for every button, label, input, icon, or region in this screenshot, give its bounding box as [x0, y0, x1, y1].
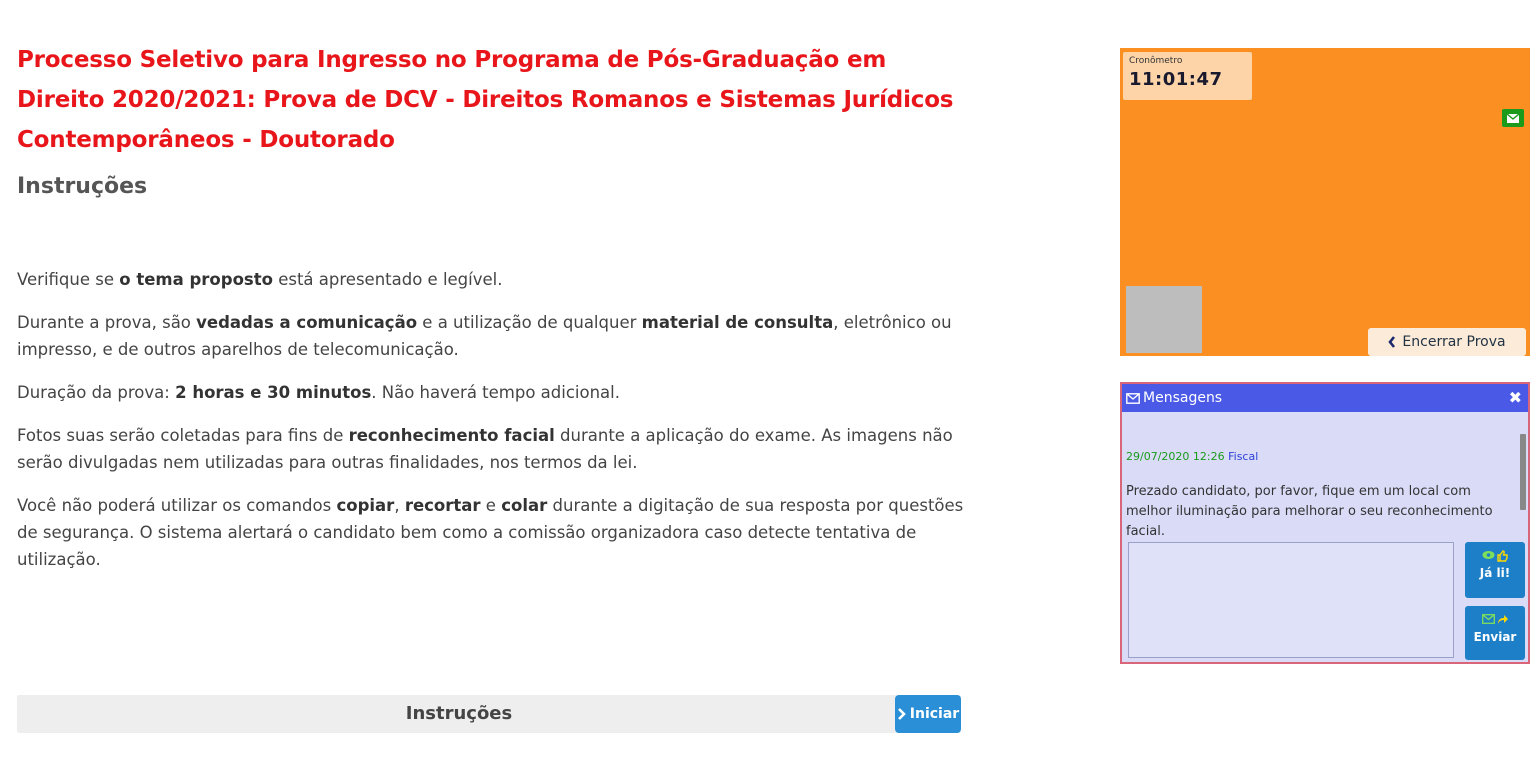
page-title: Processo Seletivo para Ingresso no Programa de Pós-Graduação em Direito 2020/2021: Prova de DCV - Direitos Romanos e Sistemas Jurídicos Contemporâneos - Doutorado: [17, 47, 954, 153]
envelope-icon: [1507, 114, 1519, 123]
instruction-communication: Durante a prova, são vedadas a comunicação e a utilização de qualquer material de consulta, eletrônico ou impresso, e de outros aparelhos de telecomunicação.: [17, 313, 952, 359]
thumbs-up-icon: [1497, 550, 1508, 562]
messages-panel: [1120, 382, 1530, 664]
timer-value: 11:01:47: [1129, 69, 1223, 90]
chevron-left-icon: [1388, 336, 1396, 348]
section-title: Instruções: [17, 174, 148, 199]
mark-read-label: Já li!: [1479, 566, 1511, 580]
proctor-panel: [1120, 48, 1530, 356]
webcam-thumbnail: [1126, 286, 1202, 353]
start-button[interactable]: [895, 695, 961, 733]
envelope-outline-icon: [1126, 393, 1140, 404]
message-date: 29/07/2020 12:26: [1126, 450, 1225, 463]
main-content: [17, 40, 967, 589]
end-exam-button[interactable]: [1368, 328, 1526, 356]
messages-toggle-button[interactable]: [1502, 109, 1524, 127]
send-label: Enviar: [1473, 630, 1517, 644]
mark-read-button[interactable]: [1465, 542, 1525, 598]
eye-icon: [1482, 550, 1495, 560]
instruction-photos: Fotos suas serão coletadas para fins de reconhecimento facial durante a aplicação do exame. As imagens não serão divulgadas nem utilizadas para outras finalidades, nos termos da lei.: [17, 426, 953, 472]
message-text: Prezado candidato, por favor, fique em um local com melhor iluminação para melhorar o seu reconhecimento facial.: [1126, 484, 1493, 538]
instructions-list: [17, 266, 967, 573]
start-button-label: Iniciar: [909, 706, 960, 722]
send-button[interactable]: [1465, 606, 1525, 660]
share-arrow-icon: [1497, 614, 1509, 625]
instruction-duration: Duração da prova: 2 horas e 30 minutos. Não haverá tempo adicional.: [17, 383, 620, 402]
instruction-clipboard: Você não poderá utilizar os comandos copiar, recortar e colar durante a digitação de sua resposta por questões de segurança. O sistema alertará o candidato bem como a comissão organizadora caso detecte tentativa de utilização.: [17, 496, 964, 569]
envelope-outline-icon: [1482, 614, 1495, 624]
nav-bar-label: Instruções: [405, 703, 513, 724]
instruction-theme: Verifique se o tema proposto está apresentado e legível.: [17, 270, 503, 289]
message-scrollbar[interactable]: [1520, 432, 1526, 520]
messages-header: [1122, 384, 1528, 412]
timer: [1123, 52, 1252, 100]
close-icon[interactable]: ✖: [1508, 388, 1522, 407]
reply-input[interactable]: [1128, 542, 1454, 658]
messages-title: Mensagens: [1143, 390, 1223, 406]
navigation-bar: [17, 695, 961, 733]
message-list: [1122, 432, 1520, 538]
timer-label: Cronômetro: [1129, 56, 1183, 66]
end-exam-label: Encerrar Prova: [1402, 334, 1506, 350]
message-meta: [1126, 450, 1258, 463]
message-sender: Fiscal: [1228, 450, 1259, 463]
chevron-right-icon: [897, 708, 906, 720]
